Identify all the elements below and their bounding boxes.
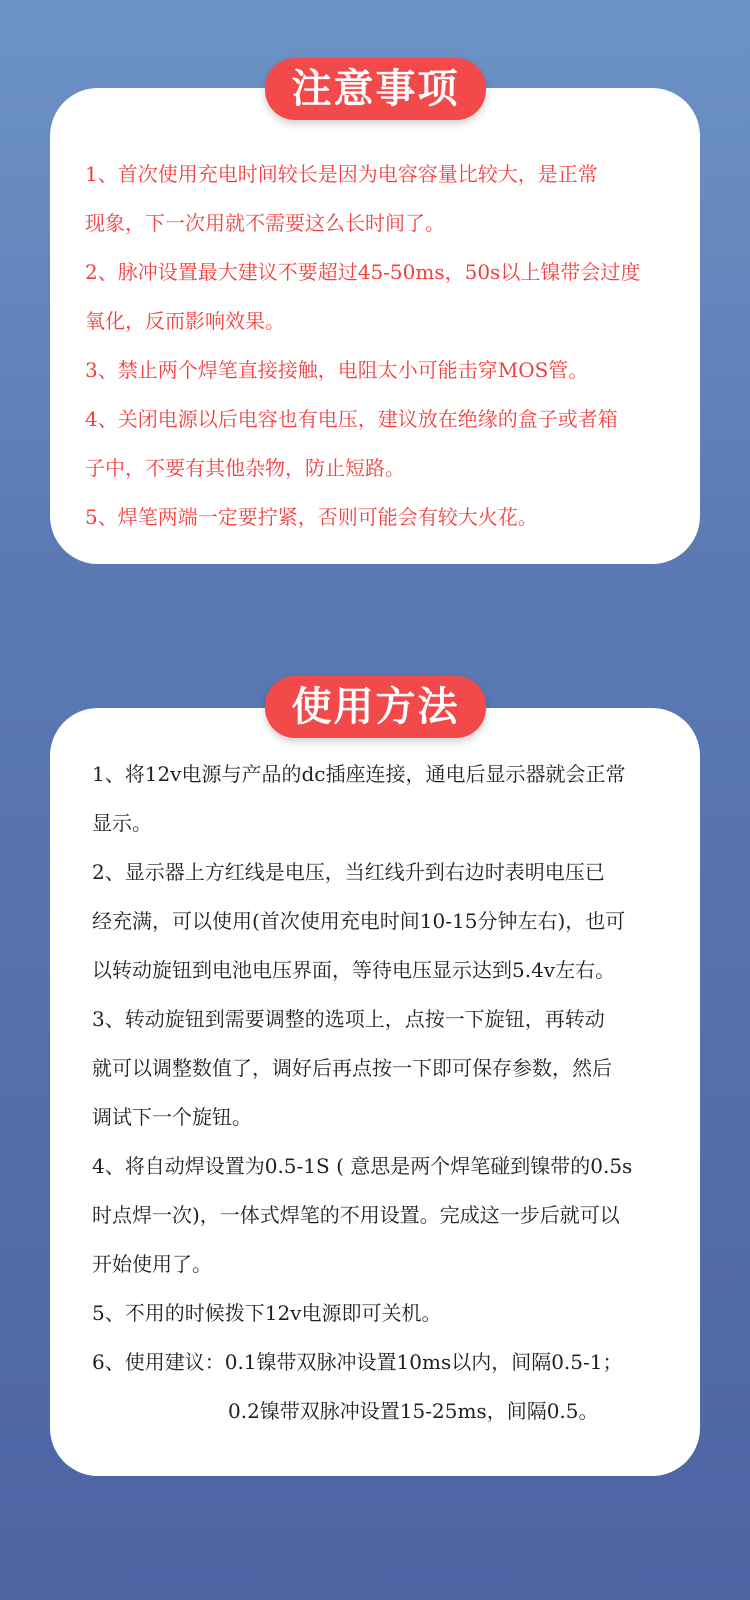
precaution-line-8: 5、焊笔两端一定要拧紧，否则可能会有较大火花。 [85, 505, 538, 529]
usage-line-5: 以转动旋钮到电池电压界面，等待电压显示达到5.4v左右。 [92, 958, 616, 982]
usage-line-4: 经充满，可以使用(首次使用充电时间10-15分钟左右)，也可 [92, 909, 626, 933]
precaution-line-7: 子中，不要有其他杂物，防止短路。 [85, 456, 405, 480]
usage-line-3: 2、显示器上方红线是电压，当红线升到右边时表明电压已 [92, 860, 605, 884]
usage-title: 使用方法 [265, 676, 486, 738]
usage-line-2: 显示。 [92, 811, 152, 835]
usage-line-14: 0.2镍带双脉冲设置15-25ms，间隔0.5。 [228, 1399, 599, 1423]
precaution-line-2: 现象，下一次用就不需要这么长时间了。 [85, 211, 445, 235]
usage-line-1: 1、将12v电源与产品的dc插座连接，通电后显示器就会正常 [92, 762, 626, 786]
precaution-line-1: 1、首次使用充电时间较长是因为电容容量比较大，是正常 [85, 162, 598, 186]
precautions-section [50, 58, 700, 568]
usage-line-12: 5、不用的时候拨下12v电源即可关机。 [92, 1301, 442, 1325]
usage-line-8: 调试下一个旋钮。 [92, 1105, 252, 1129]
precaution-line-3: 2、脉冲设置最大建议不要超过45-50ms，50s以上镍带会过度 [85, 260, 641, 284]
usage-line-6: 3、转动旋钮到需要调整的选项上，点按一下旋钮，再转动 [92, 1007, 605, 1031]
usage-line-10: 时点焊一次)，一体式焊笔的不用设置。完成这一步后就可以 [92, 1203, 620, 1227]
usage-section [50, 676, 700, 1476]
usage-card [50, 708, 700, 1476]
usage-line-11: 开始使用了。 [92, 1252, 212, 1276]
precaution-line-5: 3、禁止两个焊笔直接接触，电阻太小可能击穿MOS管。 [85, 358, 589, 382]
precautions-card [50, 88, 700, 564]
usage-line-7: 就可以调整数值了，调好后再点按一下即可保存参数，然后 [92, 1056, 612, 1080]
precaution-line-4: 氧化，反而影响效果。 [85, 309, 285, 333]
usage-line-13: 6、使用建议：0.1镍带双脉冲设置10ms以内，间隔0.5-1； [92, 1350, 623, 1374]
precautions-title: 注意事项 [265, 58, 486, 120]
usage-line-9: 4、将自动焊设置为0.5-1S ( 意思是两个焊笔碰到镍带的0.5s [92, 1154, 633, 1178]
precaution-line-6: 4、关闭电源以后电容也有电压，建议放在绝缘的盒子或者箱 [85, 407, 618, 431]
